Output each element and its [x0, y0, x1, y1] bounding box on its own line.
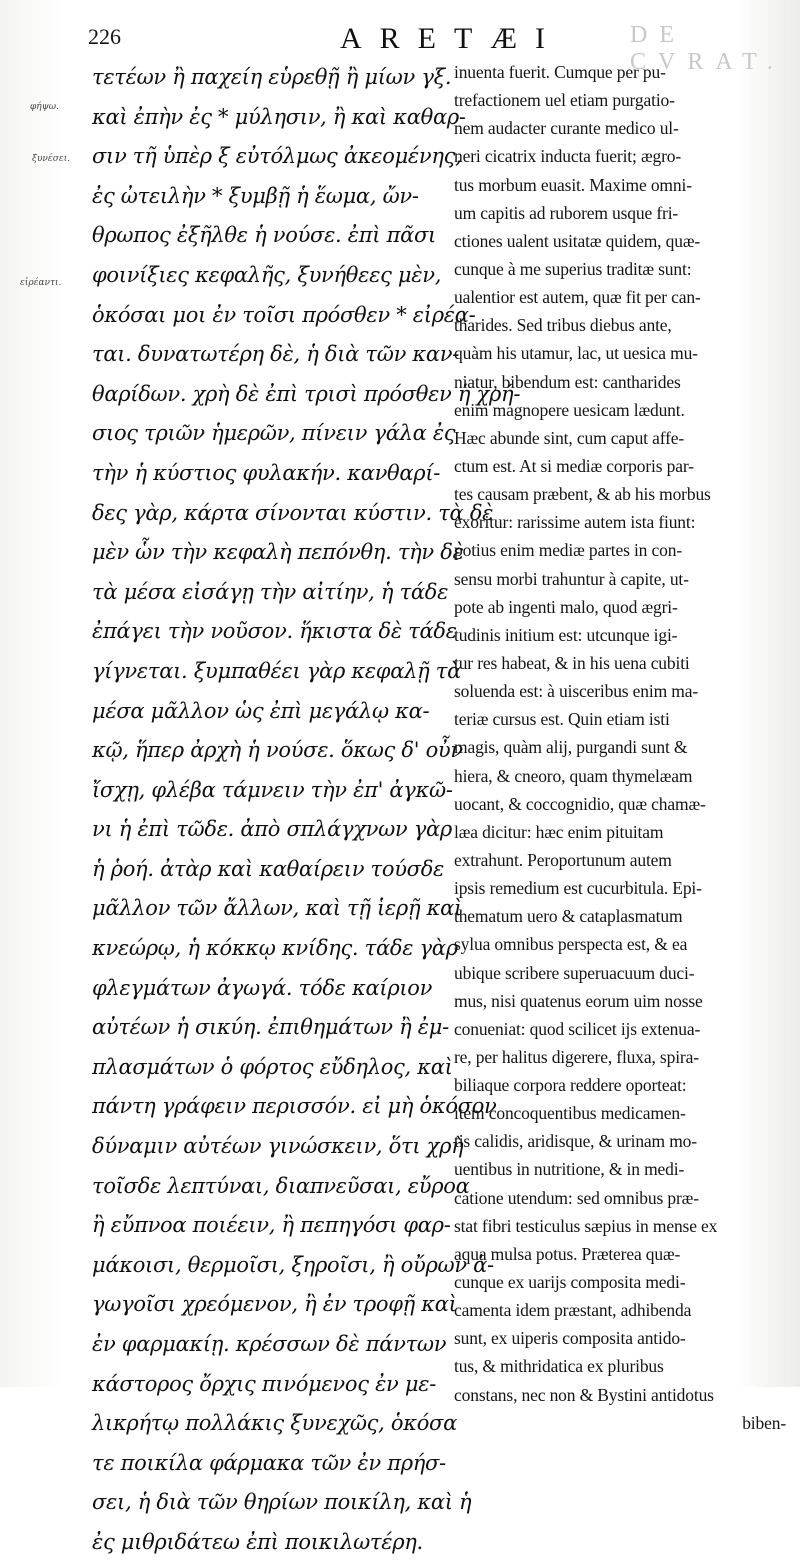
greek-line: ἐς μιθριδάτεω ἐπὶ ποικιλωτέρη.	[92, 1529, 423, 1554]
greek-line: γωγοῖσι χρεόμενον, ἢ ἐν τροφῇ καὶ	[92, 1292, 457, 1317]
latin-line: aqua mulsa potus. Præterea quæ-	[454, 1243, 681, 1264]
greek-line: ἢ εὔπνοα ποιέειν, ἢ πεπηγόσι φαρ-	[92, 1213, 451, 1238]
latin-line: quàm his utamur, lac, ut uesica mu-	[454, 343, 698, 364]
latin-line: um capitis ad ruborem usque fri-	[454, 202, 679, 223]
latin-line: tudinis initium est: utcunque igi-	[454, 624, 678, 645]
latin-line: enim magnopere uesicam lædunt.	[454, 399, 685, 420]
latin-line: soluenda est: à uisceribus enim ma-	[454, 681, 699, 702]
greek-line: νι ἡ ἐπὶ τῶδε. ἀπὸ σπλάγχνων γὰρ	[92, 817, 452, 842]
latin-line: potius enim mediæ partes in con-	[454, 540, 683, 561]
running-head-bleed: DE CVRAT.	[630, 22, 785, 75]
latin-line: mus, nisi quatenus eorum uim nosse	[454, 990, 703, 1011]
greek-line: μᾶλλον τῶν ἄλλων, καὶ τῇ ἱερῇ καὶ	[92, 896, 462, 921]
greek-line: γίγνεται. ξυμπαθέει γὰρ κεφαλῇ τὰ	[92, 658, 461, 683]
greek-line: ἐπάγει τὴν νοῦσον. ἥκιστα δὲ τάδε	[92, 619, 457, 644]
greek-line: καὶ ἐπὴν ἐς * μύλησιν, ἢ καὶ καθαρ-	[92, 104, 466, 129]
latin-line: teriæ cursus est. Quin etiam isti	[454, 709, 670, 730]
greek-line: σιν τῆ ὑπὲρ ξ εὐτόλμως ἀκεομένης,	[92, 144, 462, 169]
greek-line: πάντη γράφειν περισσόν. εἰ μὴ ὁκόσον	[92, 1094, 497, 1119]
greek-line: σει, ἡ διὰ τῶν θηρίων ποικίλη, καὶ ἡ	[92, 1490, 472, 1515]
greek-line: δύναμιν αὐτέων γινώσκειν, ὅτι χρὴ	[92, 1134, 464, 1159]
greek-line: φοινίξιες κεφαλῆς, ξυνήθεες μὲν,	[92, 262, 442, 287]
running-head: ARETÆI	[340, 22, 563, 55]
margin-notes	[0, 60, 90, 1380]
greek-line: ὁκόσαι μοι ἐν τοῖσι πρόσθεν * εἰρέα-	[92, 302, 476, 327]
latin-line: nem audacter curante medico ul-	[454, 118, 679, 139]
latin-text-column	[454, 58, 800, 1433]
greek-line: κάστορος ὄρχις πινόμενος ἐν με-	[92, 1371, 436, 1396]
margin-note: εἰρέαντι.	[20, 278, 62, 288]
latin-line: ubique scribere superuacuum duci-	[454, 962, 695, 983]
greek-line: θρωπος ἐξῆλθε ἡ νούσε. ἐπὶ πᾶσι	[92, 223, 436, 248]
greek-line: τετέων ἢ παχείη εὑρεθῇ ἢ μίων γξ.	[92, 65, 452, 89]
latin-line: biben-	[742, 1412, 786, 1433]
greek-text-column	[92, 58, 521, 1554]
greek-line: σιος τριῶν ἡμερῶν, πίνειν γάλα ἐς	[92, 421, 456, 446]
latin-line: conueniat: quod scilicet ijs extenua-	[454, 1018, 701, 1039]
page-number: 226	[88, 24, 121, 49]
greek-line: μέσα μᾶλλον ὡς ἐπὶ μεγάλῳ κα-	[92, 698, 430, 723]
latin-line: tes causam præbent, & ab his morbus	[454, 484, 711, 505]
greek-line: κῷ, ἥπερ ἀρχὴ ἡ νούσε. ὅκως δ' οὖν	[92, 738, 463, 763]
greek-line: ται. δυνατωτέρη δὲ, ἡ διὰ τῶν καν-	[92, 342, 460, 367]
greek-line: λικρήτῳ πολλάκις ξυνεχῶς, ὁκόσα	[92, 1411, 457, 1436]
latin-line: tus, & mithridatica ex pluribus	[454, 1356, 664, 1377]
greek-line: ἴσχῃ, φλέβα τάμνειν τὴν ἐπ' ἀγκῶ-	[92, 777, 453, 802]
latin-line: exoritur: rarissime autem ista fiunt:	[454, 512, 696, 533]
greek-line: πλασμάτων ὁ φόρτος εὔδηλος, καὶ	[92, 1054, 453, 1079]
latin-line: sylua omnibus perspecta est, & ea	[454, 934, 688, 955]
greek-line: μάκοισι, θερμοῖσι, ξηροῖσι, ἢ οὔρων ἀ-	[92, 1252, 494, 1277]
greek-line: τε ποικίλα φάρμακα τῶν ἐν πρήσ-	[92, 1450, 446, 1475]
greek-line: τὰ μέσα εἰσάγῃ τὴν αἰτίην, ἡ τάδε	[92, 579, 449, 604]
greek-line: φλεγμάτων ἀγωγά. τόδε καίριον	[92, 975, 433, 1000]
latin-line: thematum uero & cataplasmatum	[454, 906, 683, 927]
margin-note: φήψω.	[30, 102, 59, 112]
latin-line: catione utendum: sed omnibus præ-	[454, 1187, 699, 1208]
latin-line: sensu morbi trahuntur à capite, ut-	[454, 568, 689, 589]
latin-line: niatur, bibendum est: cantharides	[454, 371, 681, 392]
greek-line: τοῖσδε λεπτύναι, διαπνεῦσαι, εὔροα	[92, 1173, 470, 1198]
greek-line: δες γὰρ, κάρτα σίνονται κύστιν. τὰ δὲ	[92, 500, 494, 525]
margin-note: ξυνέσει.	[32, 154, 71, 164]
latin-line: ualentior est autem, quæ fit per can-	[454, 287, 701, 308]
latin-line: ctum est. At si mediæ corporis par-	[454, 455, 694, 476]
latin-line: læa dicitur: hæc enim pituitam	[454, 821, 664, 842]
latin-line: camenta idem præstant, adhibenda	[454, 1300, 692, 1321]
latin-line: magis, quàm alij, purgandi sunt &	[454, 737, 688, 758]
latin-line: ipsis remedium est cucurbitula. Epi-	[454, 878, 702, 899]
latin-line: Hæc abunde sint, cum caput affe-	[454, 427, 685, 448]
latin-line: constans, nec non & Bystini antidotus	[454, 1384, 714, 1405]
latin-line: trefactionem uel etiam purgatio-	[454, 90, 675, 111]
latin-line: uentibus in nutritione, & in medi-	[454, 1159, 685, 1180]
greek-line: ἐν φαρμακίῃ. κρέσσων δὲ πάντων	[92, 1332, 447, 1356]
latin-line: item concoquentibus medicamen-	[454, 1103, 686, 1124]
latin-line: cunque ex uarijs composita medi-	[454, 1272, 686, 1293]
latin-line: extrahunt. Peroportunum autem	[454, 849, 672, 870]
latin-line: inuenta fuerit. Cumque per pu-	[454, 62, 666, 82]
latin-line: re, per halitus digerere, fluxa, spira-	[454, 1046, 699, 1067]
latin-line: tus morbum euasit. Maxime omni-	[454, 174, 692, 195]
greek-line: κνεώρῳ, ἡ κόκκῳ κνίδης. τάδε γὰρ	[92, 936, 458, 961]
latin-line: biliaque corpora reddere oporteat:	[454, 1075, 687, 1096]
latin-line: tur res habeat, & in his uena cubiti	[454, 652, 690, 673]
greek-line: αὐτέων ἡ σικύη. ἐπιθημάτων ἢ ἐμ-	[92, 1015, 449, 1040]
latin-line: ctiones ualent usitatæ quidem, quæ-	[454, 230, 701, 251]
greek-line: θαρίδων. χρὴ δὲ ἐπὶ τρισὶ πρόσθεν ἡ χρή-	[92, 381, 521, 406]
latin-line: tharides. Sed tribus diebus ante,	[454, 315, 672, 336]
latin-line: pote ab ingenti malo, quod ægri-	[454, 596, 678, 617]
latin-line: uocant, & coccognidio, quæ chamæ-	[454, 793, 706, 814]
greek-line: ἡ ῥοή. ἀτὰρ καὶ καθαίρειν τούσδε	[92, 856, 445, 881]
latin-line: sunt, ex uiperis composita antido-	[454, 1328, 686, 1349]
latin-line: tis calidis, aridisque, & urinam mo-	[454, 1131, 697, 1152]
greek-line: μὲν ὧν τὴν κεφαλὴ πεπόνθη. τὴν δὲ	[92, 540, 464, 565]
latin-line: hiera, & cneoro, quam thymelæam	[454, 765, 693, 786]
latin-line: cunque à me superius traditæ sunt:	[454, 258, 692, 279]
greek-line: ἐς ὠτειλὴν * ξυμβῇ ἡ ἕωμα, ὤν-	[92, 183, 419, 208]
latin-line: neri cicatrix inducta fuerit; ægro-	[454, 146, 682, 167]
greek-line: τὴν ἡ κύστιος φυλακήν. κανθαρί-	[92, 460, 441, 485]
latin-line: stat fibri testiculus sæpius in mense ex	[454, 1215, 718, 1236]
